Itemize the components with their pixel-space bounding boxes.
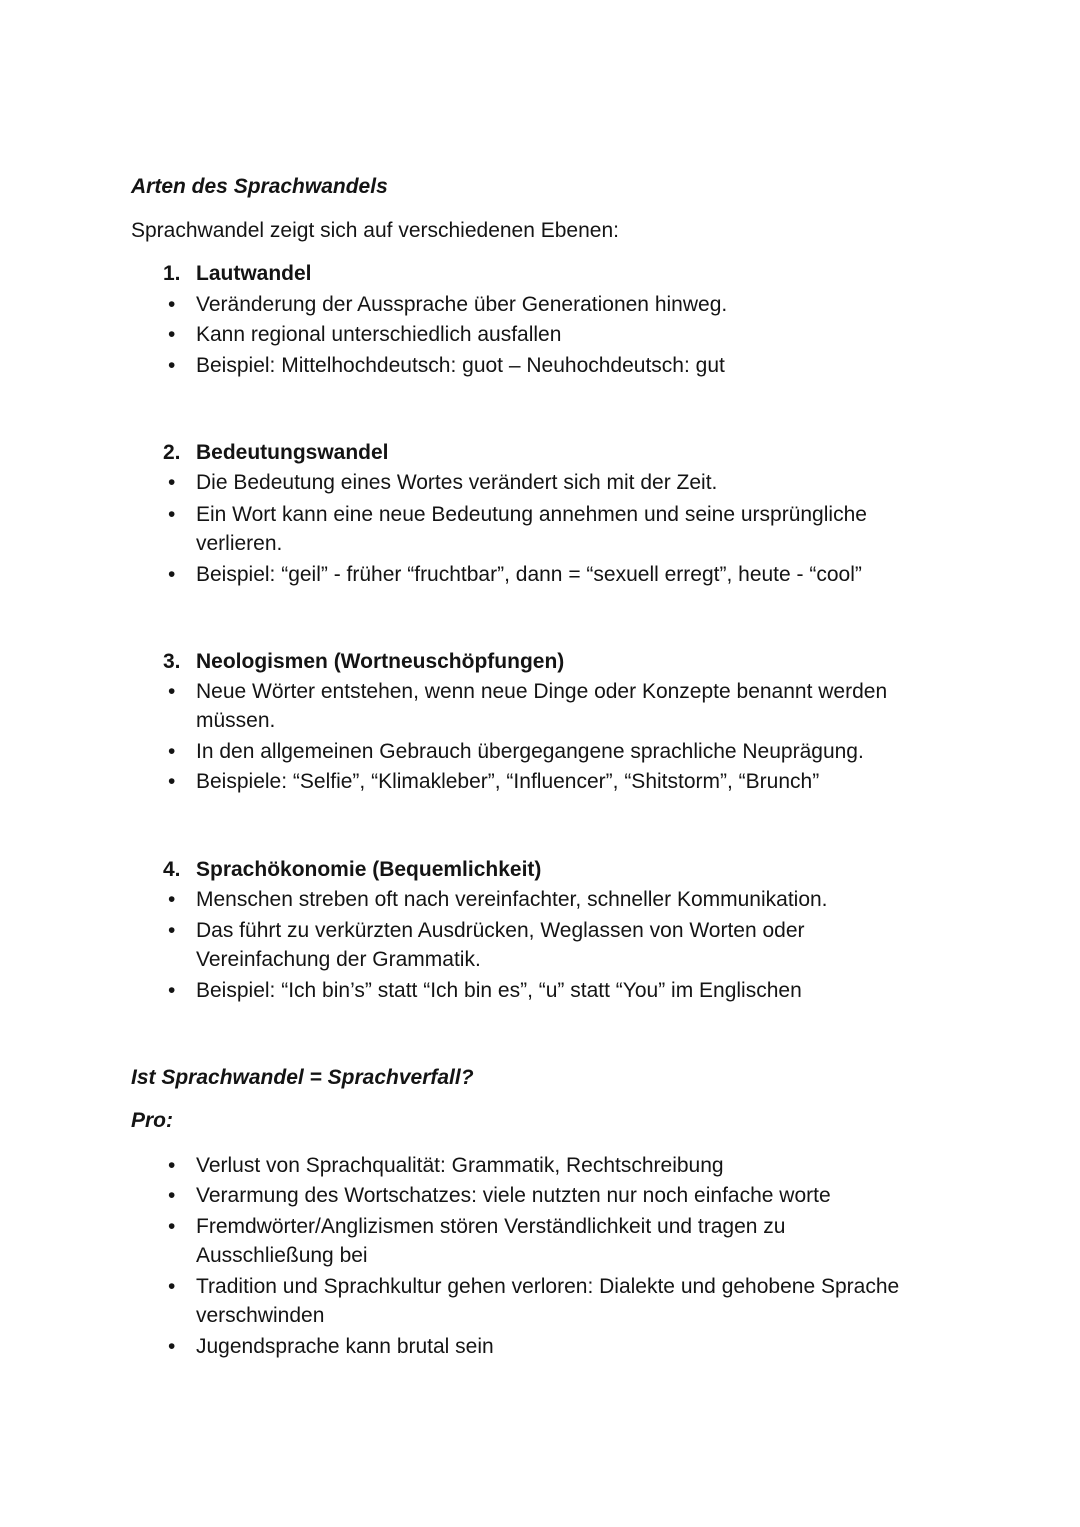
section-heading-arten: Arten des Sprachwandels bbox=[131, 175, 388, 198]
section-intro: Sprachwandel zeigt sich auf verschiedenen Ebenen: bbox=[131, 219, 619, 242]
list-item: Menschen streben oft nach vereinfachter, schneller Kommunikation. bbox=[196, 888, 828, 911]
bullet-icon: • bbox=[168, 563, 176, 586]
list-item-continuation: Vereinfachung der Grammatik. bbox=[196, 948, 481, 971]
item-title-sprachoekonomie: Sprachökonomie (Bequemlichkeit) bbox=[196, 858, 542, 881]
bullet-icon: • bbox=[168, 323, 176, 346]
bullet-icon: • bbox=[168, 1154, 176, 1177]
bullet-icon: • bbox=[168, 740, 176, 763]
list-item: Beispiel: Mittelhochdeutsch: guot – Neuhochdeutsch: gut bbox=[196, 354, 725, 377]
list-item: Ein Wort kann eine neue Bedeutung annehmen und seine ursprüngliche bbox=[196, 503, 867, 526]
list-item: Beispiel: “Ich bin’s” statt “Ich bin es”, “u” statt “You” im Englischen bbox=[196, 979, 802, 1002]
list-item: Das führt zu verkürzten Ausdrücken, Weglassen von Worten oder bbox=[196, 919, 805, 942]
bullet-icon: • bbox=[168, 1275, 176, 1298]
list-number: 3. bbox=[163, 650, 181, 673]
section-heading-sprachverfall: Ist Sprachwandel = Sprachverfall? bbox=[131, 1066, 474, 1089]
list-number: 4. bbox=[163, 858, 181, 881]
bullet-icon: • bbox=[168, 471, 176, 494]
list-number: 1. bbox=[163, 262, 181, 285]
bullet-icon: • bbox=[168, 919, 176, 942]
pro-subheading: Pro: bbox=[131, 1109, 173, 1132]
list-item: Verlust von Sprachqualität: Grammatik, Rechtschreibung bbox=[196, 1154, 724, 1177]
list-item: Tradition und Sprachkultur gehen verloren: Dialekte und gehobene Sprache bbox=[196, 1275, 900, 1298]
bullet-icon: • bbox=[168, 503, 176, 526]
list-number: 2. bbox=[163, 441, 181, 464]
bullet-icon: • bbox=[168, 354, 176, 377]
bullet-icon: • bbox=[168, 979, 176, 1002]
list-item: Beispiel: “geil” - früher “fruchtbar”, dann = “sexuell erregt”, heute - “cool” bbox=[196, 563, 862, 586]
list-item: Die Bedeutung eines Wortes verändert sich mit der Zeit. bbox=[196, 471, 718, 494]
list-item: Verarmung des Wortschatzes: viele nutzten nur noch einfache worte bbox=[196, 1184, 831, 1207]
list-item: In den allgemeinen Gebrauch übergegangene sprachliche Neuprägung. bbox=[196, 740, 864, 763]
list-item: Veränderung der Aussprache über Generationen hinweg. bbox=[196, 293, 728, 316]
list-item-continuation: müssen. bbox=[196, 709, 276, 732]
bullet-icon: • bbox=[168, 680, 176, 703]
list-item: Beispiele: “Selfie”, “Klimakleber”, “Influencer”, “Shitstorm”, “Brunch” bbox=[196, 770, 820, 793]
bullet-icon: • bbox=[168, 293, 176, 316]
list-item: Kann regional unterschiedlich ausfallen bbox=[196, 323, 562, 346]
list-item-continuation: verschwinden bbox=[196, 1304, 325, 1327]
list-item: Neue Wörter entstehen, wenn neue Dinge oder Konzepte benannt werden bbox=[196, 680, 888, 703]
bullet-icon: • bbox=[168, 1184, 176, 1207]
bullet-icon: • bbox=[168, 770, 176, 793]
item-title-lautwandel: Lautwandel bbox=[196, 262, 312, 285]
bullet-icon: • bbox=[168, 888, 176, 911]
item-title-neologismen: Neologismen (Wortneuschöpfungen) bbox=[196, 650, 565, 673]
list-item: Fremdwörter/Anglizismen stören Verständlichkeit und tragen zu bbox=[196, 1215, 786, 1238]
list-item: Jugendsprache kann brutal sein bbox=[196, 1335, 494, 1358]
item-title-bedeutungswandel: Bedeutungswandel bbox=[196, 441, 389, 464]
list-item-continuation: Ausschließung bei bbox=[196, 1244, 368, 1267]
bullet-icon: • bbox=[168, 1215, 176, 1238]
bullet-icon: • bbox=[168, 1335, 176, 1358]
list-item-continuation: verlieren. bbox=[196, 532, 283, 555]
